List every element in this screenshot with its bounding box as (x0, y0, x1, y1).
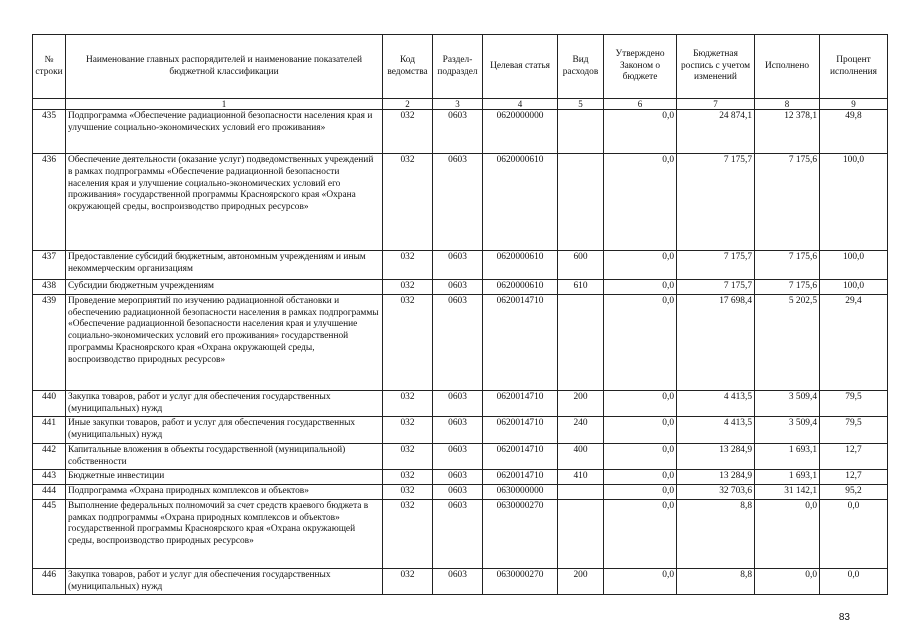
column-number: 9 (820, 99, 888, 110)
section-code: 0603 (433, 470, 483, 485)
row-number: 435 (33, 110, 66, 154)
executed-amount: 1 693,1 (755, 470, 820, 485)
department-code: 032 (383, 485, 433, 500)
section-code: 0603 (433, 294, 483, 390)
table-row (33, 470, 888, 485)
executed-amount: 1 693,1 (755, 443, 820, 470)
column-number (33, 99, 66, 110)
row-name: Выполнение федеральных полномочий за счет средств краевого бюджета в рамках подпрограммы «Охрана природных комплексов и объектов» государственной программы Красноярского края «Охрана окружающей среды, воспроизводство природных ресурсов» (66, 499, 383, 568)
row-name: Иные закупки товаров, работ и услуг для обеспечения государственных (муниципальных) нужд (66, 417, 383, 444)
scheduled-amount: 13 284,9 (677, 443, 755, 470)
page-number: 83 (838, 612, 850, 623)
approved-amount: 0,0 (604, 417, 677, 444)
target-article: 0620014710 (483, 390, 558, 417)
target-article: 0630000270 (483, 499, 558, 568)
row-name: Субсидии бюджетным учреждениям (66, 280, 383, 295)
department-code: 032 (383, 470, 433, 485)
row-number: 437 (33, 251, 66, 280)
row-number: 438 (33, 280, 66, 295)
section-code: 0603 (433, 485, 483, 500)
column-number: 5 (558, 99, 604, 110)
scheduled-amount: 13 284,9 (677, 470, 755, 485)
row-number: 436 (33, 154, 66, 251)
expense-type: 200 (558, 568, 604, 595)
executed-amount: 5 202,5 (755, 294, 820, 390)
scheduled-amount: 4 413,5 (677, 417, 755, 444)
column-number: 2 (383, 99, 433, 110)
expense-type (558, 154, 604, 251)
expense-type (558, 485, 604, 500)
table-row (33, 390, 888, 417)
row-number: 443 (33, 470, 66, 485)
section-code: 0603 (433, 568, 483, 595)
executed-amount: 3 509,4 (755, 417, 820, 444)
department-code: 032 (383, 390, 433, 417)
expense-type (558, 110, 604, 154)
scheduled-amount: 4 413,5 (677, 390, 755, 417)
approved-amount: 0,0 (604, 154, 677, 251)
expense-type: 240 (558, 417, 604, 444)
section-code: 0603 (433, 110, 483, 154)
header-execution-percent: Процент исполнения (820, 35, 888, 99)
department-code: 032 (383, 251, 433, 280)
section-code: 0603 (433, 154, 483, 251)
row-name: Подпрограмма «Обеспечение радиационной безопасности населения края и улучшение социально-экономических условий его проживания» (66, 110, 383, 154)
budget-execution-table (32, 34, 888, 595)
table-row (33, 499, 888, 568)
header-executed: Исполнено (755, 35, 820, 99)
target-article: 0620014710 (483, 443, 558, 470)
execution-percent: 29,4 (820, 294, 888, 390)
executed-amount: 0,0 (755, 568, 820, 595)
department-code: 032 (383, 499, 433, 568)
table-row (33, 251, 888, 280)
execution-percent: 100,0 (820, 251, 888, 280)
column-number-row (33, 99, 888, 110)
column-number: 1 (66, 99, 383, 110)
header-row-number: № строки (33, 35, 66, 99)
row-number: 446 (33, 568, 66, 595)
table-row (33, 443, 888, 470)
execution-percent: 100,0 (820, 154, 888, 251)
execution-percent: 49,8 (820, 110, 888, 154)
table-row (33, 485, 888, 500)
row-name: Проведение мероприятий по изучению радиационной обстановки и обеспечению радиационной безопасности населения в рамках подпрограммы «Обеспечение радиационной безопасности населения края и улучшение социально-экономических условий его проживания» государственной программы Красноярского края «Охрана окружающей среды, воспроизводство природных ресурсов» (66, 294, 383, 390)
executed-amount: 31 142,1 (755, 485, 820, 500)
approved-amount: 0,0 (604, 294, 677, 390)
header-department-code: Код ведомства (383, 35, 433, 99)
expense-type: 400 (558, 443, 604, 470)
approved-amount: 0,0 (604, 499, 677, 568)
department-code: 032 (383, 294, 433, 390)
execution-percent: 0,0 (820, 568, 888, 595)
target-article: 0620014710 (483, 294, 558, 390)
column-number: 6 (604, 99, 677, 110)
target-article: 0620000610 (483, 154, 558, 251)
row-number: 442 (33, 443, 66, 470)
target-article: 0620000610 (483, 251, 558, 280)
target-article: 0620000610 (483, 280, 558, 295)
expense-type (558, 499, 604, 568)
scheduled-amount: 32 703,6 (677, 485, 755, 500)
header-row (33, 35, 888, 99)
section-code: 0603 (433, 390, 483, 417)
executed-amount: 7 175,6 (755, 280, 820, 295)
executed-amount: 7 175,6 (755, 154, 820, 251)
row-name: Подпрограмма «Охрана природных комплексов и объектов» (66, 485, 383, 500)
approved-amount: 0,0 (604, 568, 677, 595)
target-article: 0620014710 (483, 417, 558, 444)
target-article: 0630000000 (483, 485, 558, 500)
target-article: 0620000000 (483, 110, 558, 154)
row-name: Обеспечение деятельности (оказание услуг) подведомственных учреждений в рамках подпрограммы «Обеспечение радиационной безопасности населения края и улучшение социально-экономических условий его проживания» государственной программы Красноярского края «Охрана окружающей среды, воспроизводство природных ресурсов» (66, 154, 383, 251)
row-name: Капитальные вложения в объекты государственной (муниципальной) собственности (66, 443, 383, 470)
execution-percent: 79,5 (820, 390, 888, 417)
table-body (33, 99, 888, 595)
header-budget-schedule: Бюджетная роспись с учетом изменений (677, 35, 755, 99)
table-row (33, 568, 888, 595)
approved-amount: 0,0 (604, 251, 677, 280)
table-row (33, 110, 888, 154)
approved-amount: 0,0 (604, 110, 677, 154)
expense-type (558, 294, 604, 390)
table-row (33, 417, 888, 444)
expense-type: 610 (558, 280, 604, 295)
row-number: 440 (33, 390, 66, 417)
execution-percent: 0,0 (820, 499, 888, 568)
header-approved-by-law: Утверждено Законом о бюджете (604, 35, 677, 99)
section-code: 0603 (433, 499, 483, 568)
column-number: 7 (677, 99, 755, 110)
department-code: 032 (383, 568, 433, 595)
section-code: 0603 (433, 417, 483, 444)
execution-percent: 100,0 (820, 280, 888, 295)
executed-amount: 7 175,6 (755, 251, 820, 280)
row-name: Закупка товаров, работ и услуг для обеспечения государственных (муниципальных) нужд (66, 568, 383, 595)
row-name: Предоставление субсидий бюджетным, автономным учреждениям и иным некоммерческим организациям (66, 251, 383, 280)
approved-amount: 0,0 (604, 470, 677, 485)
row-name: Закупка товаров, работ и услуг для обеспечения государственных (муниципальных) нужд (66, 390, 383, 417)
approved-amount: 0,0 (604, 390, 677, 417)
execution-percent: 12,7 (820, 470, 888, 485)
section-code: 0603 (433, 443, 483, 470)
table-row (33, 294, 888, 390)
table-row (33, 280, 888, 295)
header-section: Раздел-подраздел (433, 35, 483, 99)
header-expense-type: Вид расходов (558, 35, 604, 99)
department-code: 032 (383, 280, 433, 295)
scheduled-amount: 7 175,7 (677, 251, 755, 280)
scheduled-amount: 8,8 (677, 499, 755, 568)
approved-amount: 0,0 (604, 280, 677, 295)
header-target-article: Целевая статья (483, 35, 558, 99)
row-number: 445 (33, 499, 66, 568)
target-article: 0620014710 (483, 470, 558, 485)
header-name: Наименование главных распорядителей и наименование показателей бюджетной классификации (66, 35, 383, 99)
column-number: 8 (755, 99, 820, 110)
row-number: 444 (33, 485, 66, 500)
department-code: 032 (383, 154, 433, 251)
approved-amount: 0,0 (604, 485, 677, 500)
section-code: 0603 (433, 280, 483, 295)
execution-percent: 95,2 (820, 485, 888, 500)
target-article: 0630000270 (483, 568, 558, 595)
department-code: 032 (383, 110, 433, 154)
executed-amount: 3 509,4 (755, 390, 820, 417)
scheduled-amount: 8,8 (677, 568, 755, 595)
section-code: 0603 (433, 251, 483, 280)
expense-type: 410 (558, 470, 604, 485)
expense-type: 600 (558, 251, 604, 280)
department-code: 032 (383, 417, 433, 444)
executed-amount: 0,0 (755, 499, 820, 568)
execution-percent: 12,7 (820, 443, 888, 470)
execution-percent: 79,5 (820, 417, 888, 444)
row-number: 441 (33, 417, 66, 444)
row-name: Бюджетные инвестиции (66, 470, 383, 485)
executed-amount: 12 378,1 (755, 110, 820, 154)
approved-amount: 0,0 (604, 443, 677, 470)
scheduled-amount: 17 698,4 (677, 294, 755, 390)
column-number: 3 (433, 99, 483, 110)
scheduled-amount: 24 874,1 (677, 110, 755, 154)
department-code: 032 (383, 443, 433, 470)
expense-type: 200 (558, 390, 604, 417)
scheduled-amount: 7 175,7 (677, 280, 755, 295)
column-number: 4 (483, 99, 558, 110)
row-number: 439 (33, 294, 66, 390)
scheduled-amount: 7 175,7 (677, 154, 755, 251)
table-row (33, 154, 888, 251)
